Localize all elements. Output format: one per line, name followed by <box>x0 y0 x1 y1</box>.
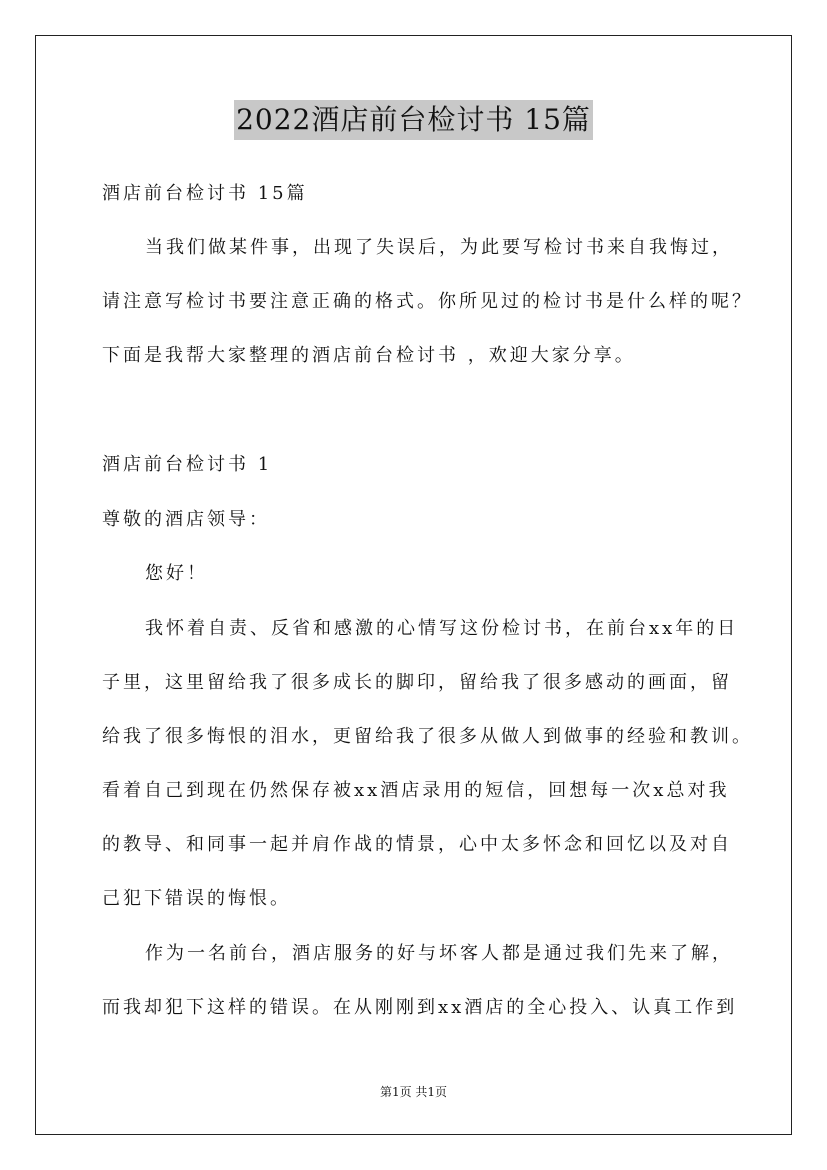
intro-line-2: 请注意写检讨书要注意正确的格式。你所见过的检讨书是什么样的呢？ <box>102 291 753 312</box>
salutation: 尊敬的酒店领导： <box>102 509 270 530</box>
paragraph1-line-2: 子里，这里留给我了很多成长的脚印，留给我了很多感动的画面，留 <box>102 672 732 693</box>
section-heading: 酒店前台检讨书 1 <box>102 454 273 475</box>
document-subtitle: 酒店前台检讨书 15篇 <box>102 183 308 204</box>
paragraph1-line-5: 的教导、和同事一起并肩作战的情景，心中太多怀念和回忆以及对自 <box>102 834 732 855</box>
intro-line-3: 下面是我帮大家整理的酒店前台检讨书 ，欢迎大家分享。 <box>102 345 636 366</box>
greeting: 您好！ <box>145 563 208 584</box>
document-title: 2022酒店前台检讨书 15篇 <box>234 100 593 140</box>
paragraph1-line-4: 看着自己到现在仍然保存被xx酒店录用的短信，回想每一次x总对我 <box>102 780 730 801</box>
paragraph1-line-6: 己犯下错误的悔恨。 <box>102 888 291 909</box>
paragraph1-line-1: 我怀着自责、反省和感激的心情写这份检讨书，在前台xx年的日 <box>145 618 739 639</box>
intro-line-1: 当我们做某件事，出现了失误后，为此要写检讨书来自我悔过， <box>145 237 733 258</box>
title-container <box>0 100 827 140</box>
page-number-footer: 第1页 共1页 <box>379 1085 448 1099</box>
paragraph2-line-2: 而我却犯下这样的错误。在从刚刚到xx酒店的全心投入、认真工作到 <box>102 997 738 1018</box>
paragraph1-line-3: 给我了很多悔恨的泪水，更留给我了很多从做人到做事的经验和教训。 <box>102 726 753 747</box>
paragraph2-line-1: 作为一名前台，酒店服务的好与坏客人都是通过我们先来了解， <box>145 943 733 964</box>
